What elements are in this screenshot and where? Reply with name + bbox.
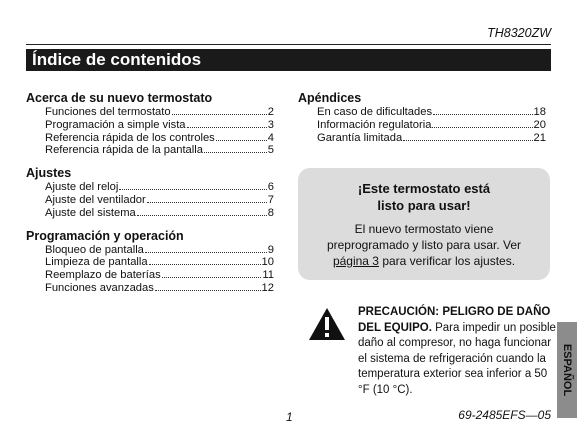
warning-triangle-icon xyxy=(308,307,346,341)
toc-leader xyxy=(119,188,266,190)
toc-entry-label: Garantía limitada xyxy=(317,131,403,144)
toc-entry-page: 18 xyxy=(533,106,546,118)
caution-text xyxy=(358,305,558,398)
toc-entry-label: Ajuste del sistema xyxy=(45,206,136,219)
toc-entry-label: Ajuste del reloj xyxy=(45,181,119,194)
toc-entry-label: Programación a simple vista xyxy=(45,118,186,131)
model-number: TH8320ZW xyxy=(487,26,551,40)
notice-body xyxy=(298,221,550,269)
page-title: Índice de contenidos xyxy=(26,49,551,71)
caution-body: Para impedir un posible daño al compresor, no haga funcionar el sistema de refrigeración cuando la temperatura exterior sea inferior a 50 °F (10 °C). xyxy=(358,321,556,396)
toc-section-heading: Programación y operación xyxy=(26,228,184,243)
toc-leader xyxy=(137,214,267,216)
toc-entry[interactable] xyxy=(26,194,274,207)
toc-entry-label: En caso de dificultades xyxy=(317,106,433,118)
toc-entry[interactable] xyxy=(26,207,274,220)
document-code: 69-2485EFS—05 xyxy=(458,408,551,422)
toc-leader xyxy=(433,113,532,115)
toc-entry[interactable] xyxy=(26,256,274,269)
page-number: 1 xyxy=(286,410,293,424)
toc-entry-page: 2 xyxy=(267,106,274,118)
toc-entry-page: 12 xyxy=(261,281,274,294)
toc-leader xyxy=(162,276,262,278)
toc-entry-page: 10 xyxy=(261,256,274,269)
notice-body-line: El nuevo termostato viene xyxy=(354,222,494,236)
toc-entry-label: Funciones avanzadas xyxy=(45,281,154,294)
toc-entry-label: Bloqueo de pantalla xyxy=(45,243,144,256)
notice-heading xyxy=(298,180,550,214)
toc-entry[interactable] xyxy=(26,106,274,119)
toc-entry[interactable] xyxy=(298,132,546,145)
toc-entry[interactable] xyxy=(26,269,274,282)
notice-body-line: preprogramado y listo para usar. Ver xyxy=(326,238,522,252)
toc-entry[interactable] xyxy=(26,244,274,257)
toc-entry[interactable] xyxy=(298,119,546,132)
toc-entry-label: Información regulatoria xyxy=(317,118,432,131)
toc-section-heading: Apéndices xyxy=(298,91,362,105)
toc-entry[interactable] xyxy=(26,144,274,157)
header-rule xyxy=(26,44,551,45)
toc-leader xyxy=(145,251,267,253)
toc-section-heading: Ajustes xyxy=(26,166,72,181)
toc-left-column xyxy=(26,91,274,295)
toc-leader xyxy=(147,201,267,203)
toc-section xyxy=(26,91,274,157)
toc-entry-label: Funciones del termostato xyxy=(45,106,171,118)
toc-entry-label: Reemplazo de baterías xyxy=(45,269,161,282)
toc-entry-label: Limpieza de pantalla xyxy=(45,256,148,269)
toc-leader xyxy=(432,126,532,128)
toc-entry-label: Referencia rápida de los controles xyxy=(45,131,215,144)
toc-leader xyxy=(216,139,267,141)
toc-leader xyxy=(204,151,267,153)
toc-entry-page: 9 xyxy=(267,243,274,256)
toc-entry[interactable] xyxy=(26,282,274,295)
toc-entry-page: 5 xyxy=(267,144,274,157)
toc-entry[interactable] xyxy=(298,106,546,119)
toc-entry[interactable] xyxy=(26,181,274,194)
caution-heading: PRECAUCIÓN: PELIGRO DE DAÑO DEL EQUIPO. xyxy=(358,306,551,334)
toc-section xyxy=(26,229,274,295)
ready-to-use-notice xyxy=(298,168,550,280)
toc-entry[interactable] xyxy=(26,132,274,145)
notice-body-line xyxy=(298,253,550,269)
notice-heading-line: listo para usar! xyxy=(377,198,471,213)
toc-leader xyxy=(149,263,261,265)
toc-leader xyxy=(172,113,267,115)
toc-leader xyxy=(187,126,267,128)
toc-entry-page: 4 xyxy=(267,131,274,144)
toc-leader xyxy=(155,289,261,291)
language-tab-label: ESPAÑOL xyxy=(561,343,573,397)
language-tab[interactable] xyxy=(557,322,577,418)
toc-entry-page: 7 xyxy=(267,193,274,206)
page-3-link[interactable]: página 3 xyxy=(332,254,379,268)
toc-section-heading: Acerca de su nuevo termostato xyxy=(26,91,213,105)
toc-entry-page: 6 xyxy=(267,181,274,194)
toc-entry-page: 20 xyxy=(533,118,546,131)
toc-entry-page: 11 xyxy=(262,269,274,282)
toc-entry-label: Ajuste del ventilador xyxy=(45,193,146,206)
toc-entry-label: Referencia rápida de la pantalla xyxy=(45,144,203,157)
toc-section xyxy=(26,166,274,219)
toc-right-column xyxy=(298,91,546,144)
toc-entry-page: 21 xyxy=(533,131,546,144)
toc-entry[interactable] xyxy=(26,119,274,132)
notice-heading-line: ¡Este termostato está xyxy=(357,181,491,196)
toc-leader xyxy=(403,139,532,141)
notice-body-text: para verificar los ajustes. xyxy=(378,254,516,268)
toc-entry-page: 3 xyxy=(267,118,274,131)
toc-entry-page: 8 xyxy=(267,206,274,219)
